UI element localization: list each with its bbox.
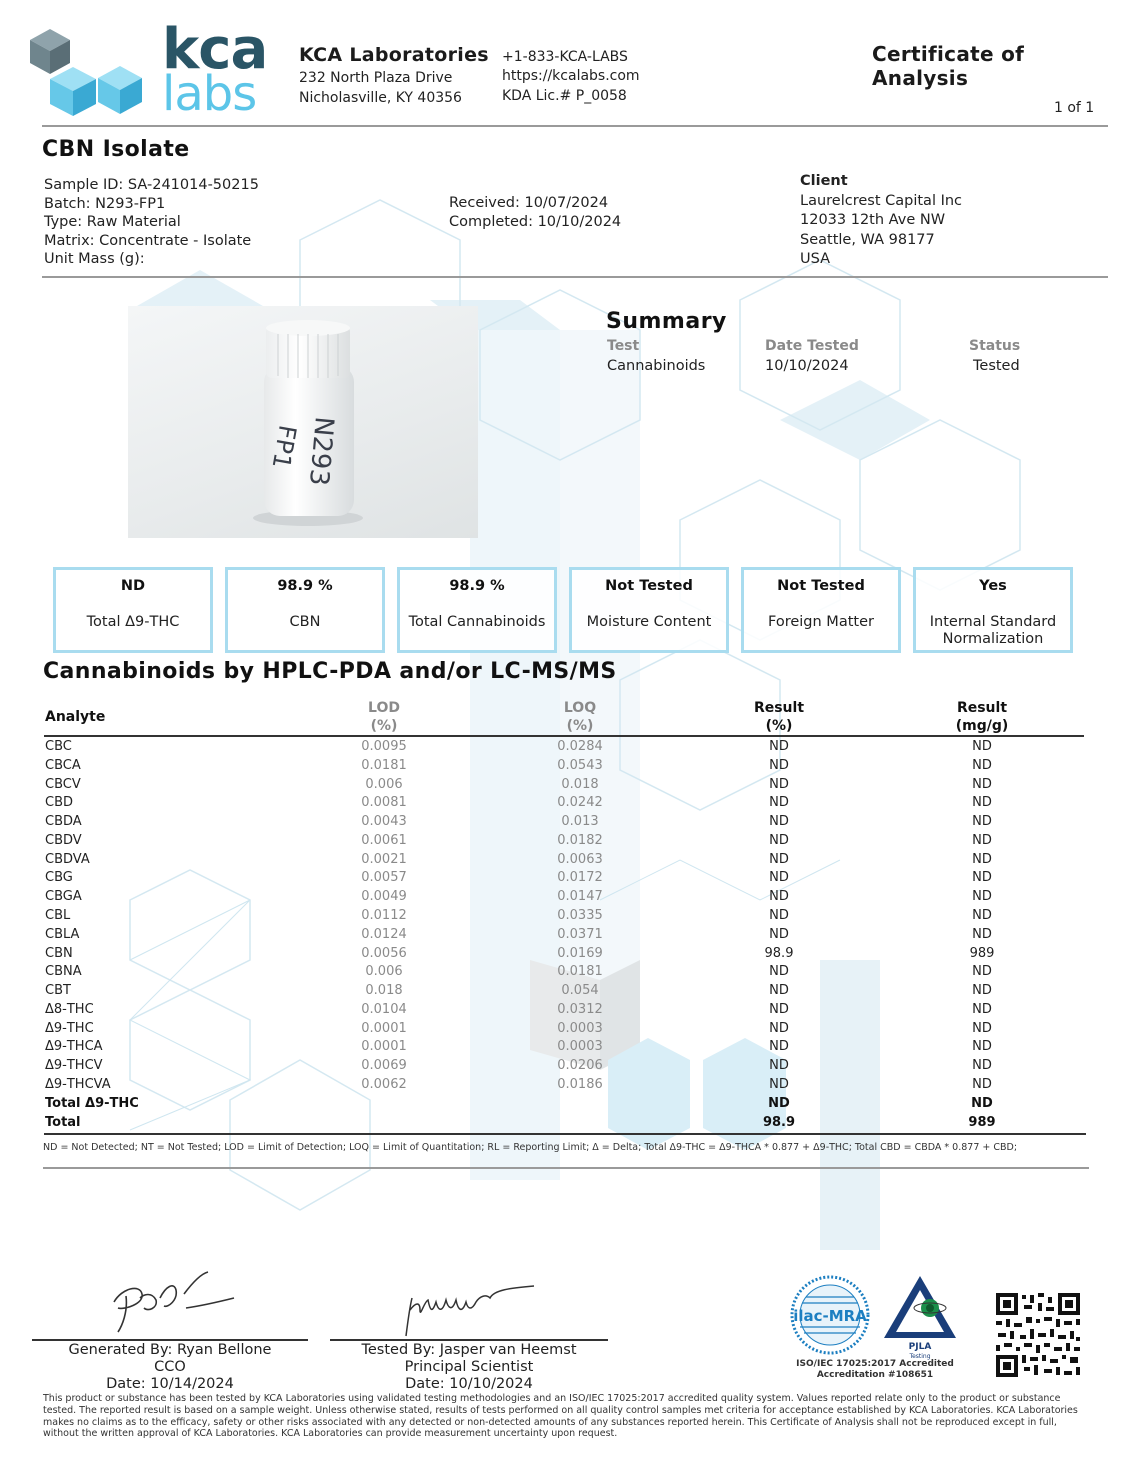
loq: 0.0371 bbox=[557, 927, 603, 942]
vial-label-1: N293 bbox=[303, 415, 339, 487]
lod: 0.0061 bbox=[361, 833, 407, 848]
sample-matrix: Matrix: Concentrate - Isolate bbox=[44, 232, 252, 249]
loq: 0.0172 bbox=[557, 870, 603, 885]
table-row bbox=[44, 887, 1084, 906]
loq: 0.0181 bbox=[557, 964, 603, 979]
result-mgg: ND bbox=[972, 758, 992, 773]
client-heading: Client bbox=[800, 173, 848, 189]
table-notes: ND = Not Detected; NT = Not Tested; LOD = Limit of Detection; LOQ = Limit of Quantitation; RL = Reporting Limit; Δ = Delta; Total Δ9-THC = Δ9-THCA * 0.877 + Δ9-THC; Total CBD = CBDA * 0.877 + CBD; bbox=[43, 1142, 1018, 1153]
result-pct: ND bbox=[769, 964, 789, 979]
analyte: Δ9-THCV bbox=[45, 1058, 103, 1073]
summary-col-test: Test bbox=[607, 338, 640, 354]
table-row bbox=[44, 1056, 1084, 1075]
analyte: CBL bbox=[45, 908, 71, 923]
result-box-internal-standard bbox=[913, 567, 1073, 653]
col-result-pct-label: Result bbox=[753, 700, 805, 716]
result-mgg: ND bbox=[972, 1039, 992, 1054]
generated-date: Date: 10/14/2024 bbox=[106, 1376, 234, 1392]
vial-label-2: FP1 bbox=[266, 422, 302, 471]
table-row bbox=[44, 906, 1084, 925]
result-pct: ND bbox=[769, 777, 789, 792]
result-mgg: ND bbox=[972, 908, 992, 923]
loq: 0.0003 bbox=[557, 1021, 603, 1036]
loq: 0.0147 bbox=[557, 889, 603, 904]
analyte: CBD bbox=[45, 795, 74, 810]
analyte: Total Δ9-THC bbox=[45, 1096, 139, 1111]
notes-divider bbox=[43, 1167, 1089, 1169]
loq: 0.0182 bbox=[557, 833, 603, 848]
summary-status: Tested bbox=[973, 358, 1020, 374]
result-mgg: ND bbox=[972, 1002, 992, 1017]
box-label: Total Cannabinoids bbox=[408, 614, 546, 630]
analyte: CBDA bbox=[45, 814, 82, 829]
col-result-mgg bbox=[932, 699, 1032, 735]
analyte: CBCA bbox=[45, 758, 81, 773]
generated-role: CCO bbox=[154, 1359, 186, 1375]
table-row bbox=[44, 775, 1084, 794]
sample-id: Sample ID: SA-241014-50215 bbox=[44, 177, 259, 193]
cannabinoid-section-title: Cannabinoids by HPLC-PDA and/or LC-MS/MS bbox=[43, 659, 617, 684]
lod: 0.0062 bbox=[361, 1077, 407, 1092]
result-pct: ND bbox=[768, 1096, 790, 1111]
table-row bbox=[44, 737, 1084, 756]
table-row bbox=[44, 831, 1084, 850]
result-mgg: ND bbox=[972, 927, 992, 942]
result-pct: ND bbox=[769, 1021, 789, 1036]
box-value: 98.9 % bbox=[277, 578, 333, 594]
analyte: CBDVA bbox=[45, 852, 90, 867]
client-city: Seattle, WA 98177 bbox=[800, 231, 935, 248]
table-row bbox=[44, 1019, 1084, 1038]
disclaimer: This product or substance has been tested by KCA Laboratories using validated testing methodologies and an ISO/IEC 17025:2017 accredited quality system. Values reported relate only to the product or substance tested. The reported result is based on a sample weight. Unless otherwise stated, results of tests performed on all quality control samples met criteria for acceptance established by KCA Laboratories. KCA Laboratories makes no claims as to the efficacy, safety or other risks associated with any detected or non-detected amounts of any substances reported herein. This Certificate of Analysis shall not be reproduced except in full, without the written approval of KCA Laboratories. KCA Laboratories can provide measurement uncertainty upon request. bbox=[43, 1393, 1078, 1440]
pjla-sub: Testing bbox=[909, 1353, 931, 1360]
analyte: Δ9-THCA bbox=[45, 1039, 103, 1054]
result-mgg: ND bbox=[972, 983, 992, 998]
company-website: https://kcalabs.com bbox=[502, 68, 640, 84]
sample-info-block bbox=[44, 176, 259, 269]
loq: 0.0169 bbox=[557, 946, 603, 961]
lod: 0.0021 bbox=[361, 852, 407, 867]
table-row bbox=[44, 756, 1084, 775]
result-pct: ND bbox=[769, 889, 789, 904]
qr-code-icon[interactable] bbox=[994, 1291, 1082, 1379]
analyte: Total bbox=[45, 1115, 81, 1130]
result-pct: ND bbox=[769, 1058, 789, 1073]
box-value: 98.9 % bbox=[449, 578, 505, 594]
signature-line-2 bbox=[330, 1339, 608, 1341]
client-block bbox=[800, 172, 962, 270]
col-lod-unit: (%) bbox=[370, 718, 398, 734]
company-phone: +1-833-KCA-LABS bbox=[502, 49, 628, 65]
analyte: Δ8-THC bbox=[45, 1002, 94, 1017]
lod: 0.0049 bbox=[361, 889, 407, 904]
accreditation-line2: Accreditation #108651 bbox=[816, 1370, 934, 1380]
result-mgg: ND bbox=[972, 852, 992, 867]
logo-labs-text: labs bbox=[162, 66, 257, 122]
summary-col-status: Status bbox=[969, 338, 1021, 354]
result-pct: ND bbox=[769, 927, 789, 942]
analyte: CBC bbox=[45, 739, 72, 754]
tested-by: Tested By: Jasper van Heemst bbox=[361, 1342, 577, 1358]
result-mgg: ND bbox=[972, 1058, 992, 1073]
vial-image bbox=[128, 306, 478, 538]
analyte: Δ9-THCVA bbox=[45, 1077, 111, 1092]
lod: 0.006 bbox=[365, 964, 403, 979]
result-box-foreign-matter bbox=[741, 567, 901, 653]
result-pct: ND bbox=[769, 1002, 789, 1017]
table-row bbox=[44, 868, 1084, 887]
sample-name: CBN Isolate bbox=[42, 137, 190, 162]
result-pct: ND bbox=[769, 870, 789, 885]
box-value: Not Tested bbox=[777, 578, 865, 594]
table-total-row bbox=[44, 1113, 1084, 1132]
result-mgg: ND bbox=[972, 1077, 992, 1092]
loq: 0.0206 bbox=[557, 1058, 603, 1073]
result-mgg: ND bbox=[972, 777, 992, 792]
result-pct: ND bbox=[769, 795, 789, 810]
result-mgg: ND bbox=[972, 795, 992, 810]
loq: 0.054 bbox=[561, 983, 599, 998]
box-label bbox=[916, 614, 1070, 648]
sample-photo bbox=[128, 306, 478, 538]
summary-title: Summary bbox=[606, 309, 727, 334]
box-value: Yes bbox=[979, 578, 1007, 594]
loq: 0.0003 bbox=[557, 1039, 603, 1054]
col-result-pct bbox=[729, 699, 829, 735]
lod: 0.0081 bbox=[361, 795, 407, 810]
lod: 0.0112 bbox=[361, 908, 407, 923]
table-row bbox=[44, 1075, 1084, 1094]
box-label-line2: Normalization bbox=[942, 631, 1044, 647]
loq: 0.0284 bbox=[557, 739, 603, 754]
lod: 0.0104 bbox=[361, 1002, 407, 1017]
signature-jasper-van-heemst bbox=[398, 1280, 548, 1340]
lod: 0.0057 bbox=[361, 870, 407, 885]
analyte: CBN bbox=[45, 946, 73, 961]
box-label: Total Δ9-THC bbox=[86, 614, 180, 630]
result-pct: 98.9 bbox=[762, 1115, 796, 1130]
sample-divider bbox=[42, 276, 1108, 278]
sample-type: Type: Raw Material bbox=[44, 214, 181, 230]
result-pct: ND bbox=[769, 1077, 789, 1092]
table-row bbox=[44, 1000, 1084, 1019]
table-bottom-rule bbox=[44, 1133, 1086, 1135]
table-row bbox=[44, 944, 1084, 963]
result-mgg: ND bbox=[972, 739, 992, 754]
received-date: Received: 10/07/2024 bbox=[449, 195, 609, 211]
accreditation-line1: ISO/IEC 17025:2017 Accredited bbox=[796, 1359, 954, 1369]
sample-dates bbox=[449, 194, 621, 231]
document-title: Certificate of Analysis bbox=[872, 42, 1025, 90]
table-row bbox=[44, 850, 1084, 869]
result-mgg: 989 bbox=[968, 1115, 996, 1130]
loq: 0.0063 bbox=[557, 852, 603, 867]
loq: 0.0186 bbox=[557, 1077, 603, 1092]
box-label: Moisture Content bbox=[586, 614, 712, 630]
table-row bbox=[44, 925, 1084, 944]
result-box-total-cannabinoids bbox=[397, 567, 557, 653]
result-mgg: ND bbox=[971, 1096, 993, 1111]
analyte: CBNA bbox=[45, 964, 82, 979]
result-mgg: ND bbox=[972, 889, 992, 904]
col-analyte: Analyte bbox=[45, 709, 106, 725]
loq: 0.013 bbox=[561, 814, 599, 829]
table-row bbox=[44, 1037, 1084, 1056]
signature-ryan-bellone bbox=[100, 1268, 240, 1340]
col-lod-label: LOD bbox=[368, 700, 400, 716]
generated-by-block bbox=[32, 1342, 308, 1393]
lod: 0.0069 bbox=[361, 1058, 407, 1073]
client-street: 12033 12th Ave NW bbox=[800, 212, 946, 228]
analyte: Δ9-THC bbox=[45, 1021, 94, 1036]
col-loq-label: LOQ bbox=[563, 700, 597, 716]
col-result-pct-unit: (%) bbox=[765, 718, 793, 734]
sample-unit-mass: Unit Mass (g): bbox=[44, 251, 145, 267]
lod: 0.0001 bbox=[361, 1039, 407, 1054]
result-pct: ND bbox=[769, 983, 789, 998]
logo-kca-text: kca bbox=[162, 17, 268, 82]
result-pct: ND bbox=[769, 852, 789, 867]
col-loq bbox=[530, 699, 630, 735]
analyte: CBDV bbox=[45, 833, 82, 848]
summary-date: 10/10/2024 bbox=[765, 358, 849, 374]
header-divider bbox=[42, 125, 1108, 127]
lod: 0.0124 bbox=[361, 927, 407, 942]
tested-by-block bbox=[330, 1342, 608, 1393]
result-pct: ND bbox=[769, 739, 789, 754]
company-license: KDA Lic.# P_0058 bbox=[502, 88, 627, 104]
company-name: KCA Laboratories bbox=[299, 44, 489, 66]
signature-line-1 bbox=[32, 1339, 308, 1341]
loq: 0.018 bbox=[561, 777, 599, 792]
box-label-line1: Internal Standard bbox=[929, 614, 1057, 630]
analyte: CBGA bbox=[45, 889, 82, 904]
table-total-row bbox=[44, 1094, 1084, 1113]
box-value: Not Tested bbox=[605, 578, 693, 594]
result-mgg: ND bbox=[972, 870, 992, 885]
result-pct: ND bbox=[769, 908, 789, 923]
loq: 0.0543 bbox=[557, 758, 603, 773]
lod: 0.0001 bbox=[361, 1021, 407, 1036]
result-mgg: ND bbox=[972, 1021, 992, 1036]
company-address-2: Nicholasville, KY 40356 bbox=[299, 90, 462, 106]
box-label: CBN bbox=[289, 614, 321, 630]
box-value: ND bbox=[120, 578, 146, 594]
result-box-moisture bbox=[569, 567, 729, 653]
analyte: CBLA bbox=[45, 927, 80, 942]
result-pct: 98.9 bbox=[764, 946, 794, 961]
col-result-mgg-unit: (mg/g) bbox=[955, 718, 1009, 734]
lod: 0.0043 bbox=[361, 814, 407, 829]
analyte: CBCV bbox=[45, 777, 81, 792]
table-row bbox=[44, 981, 1084, 1000]
col-result-mgg-label: Result bbox=[956, 700, 1008, 716]
result-pct: ND bbox=[769, 758, 789, 773]
pjla-text: PJLA bbox=[908, 1342, 932, 1352]
pjla-logo bbox=[880, 1272, 960, 1362]
ilac-mra-logo bbox=[788, 1273, 872, 1357]
table-row bbox=[44, 962, 1084, 981]
summary-col-date: Date Tested bbox=[765, 338, 859, 354]
result-pct: ND bbox=[769, 814, 789, 829]
col-lod bbox=[334, 699, 434, 735]
loq: 0.0242 bbox=[557, 795, 603, 810]
loq: 0.0335 bbox=[557, 908, 603, 923]
kca-cubes-logo bbox=[28, 26, 148, 118]
page-number: 1 of 1 bbox=[1054, 100, 1095, 116]
lod: 0.006 bbox=[365, 777, 403, 792]
result-box-total-thc bbox=[53, 567, 213, 653]
lod: 0.018 bbox=[365, 983, 403, 998]
lod: 0.0095 bbox=[361, 739, 407, 754]
result-mgg: ND bbox=[972, 964, 992, 979]
tested-date: Date: 10/10/2024 bbox=[405, 1376, 533, 1392]
analyte: CBG bbox=[45, 870, 73, 885]
summary-test: Cannabinoids bbox=[607, 358, 706, 374]
result-mgg: 989 bbox=[969, 946, 995, 961]
tested-role: Principal Scientist bbox=[404, 1359, 534, 1375]
client-name: Laurelcrest Capital Inc bbox=[800, 192, 963, 209]
client-country: USA bbox=[800, 251, 831, 267]
result-mgg: ND bbox=[972, 833, 992, 848]
result-mgg: ND bbox=[972, 814, 992, 829]
completed-date: Completed: 10/10/2024 bbox=[449, 213, 622, 230]
table-row bbox=[44, 793, 1084, 812]
lod: 0.0056 bbox=[361, 946, 407, 961]
ilac-text: ilac-MRA bbox=[793, 1307, 867, 1325]
result-pct: ND bbox=[769, 833, 789, 848]
sample-batch: Batch: N293-FP1 bbox=[44, 195, 166, 212]
table-row bbox=[44, 812, 1084, 831]
box-label: Foreign Matter bbox=[768, 614, 874, 630]
loq: 0.0312 bbox=[557, 1002, 603, 1017]
lod: 0.0181 bbox=[361, 758, 407, 773]
result-box-cbn bbox=[225, 567, 385, 653]
company-address-1: 232 North Plaza Drive bbox=[299, 70, 453, 86]
analyte: CBT bbox=[45, 983, 71, 998]
generated-by: Generated By: Ryan Bellone bbox=[68, 1342, 272, 1358]
result-pct: ND bbox=[769, 1039, 789, 1054]
accreditation-text bbox=[790, 1359, 960, 1381]
col-loq-unit: (%) bbox=[566, 718, 594, 734]
